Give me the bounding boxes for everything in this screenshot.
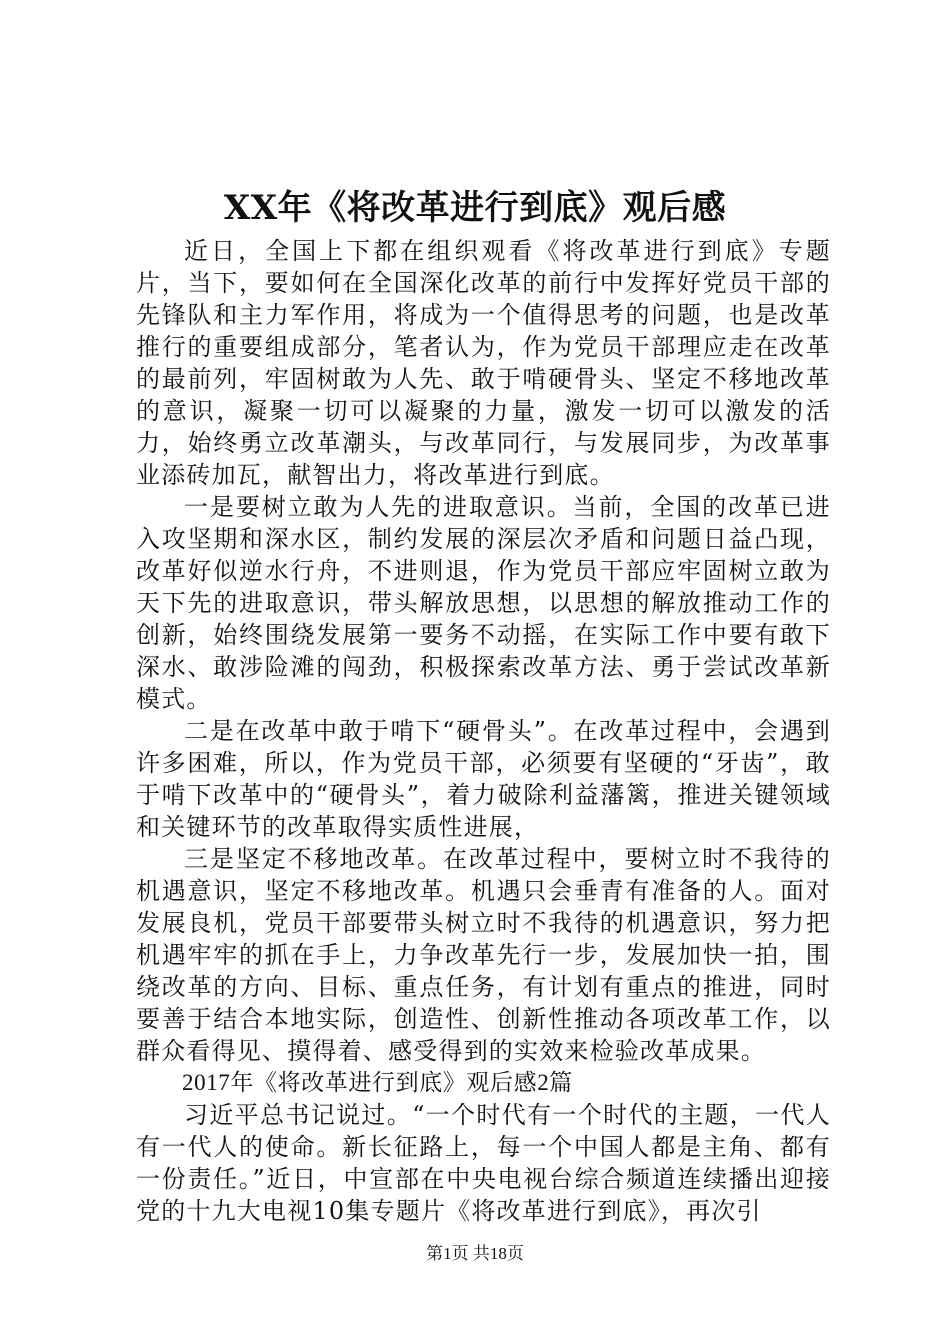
paragraph-point-three: 三是坚定不移地改革。在改革过程中，要树立时不我待的机遇意识，坚定不移地改革。机遇只会垂青有准备的人。面对发展良机，党员干部要带头树立时不我待的机遇意识，努力把机遇牢牢的抓在手上，力争改革先行一步，发展加快一拍，围绕改革的方向、目标、重点任务，有计划有重点的推进，同时要善于结合本地实际，创造性、创新性推动各项改革工作，以群众看得见、摸得着、感受得到的实效来检验改革成果。 bbox=[136, 845, 831, 1065]
document-body bbox=[136, 235, 831, 1227]
paragraph-point-one: 一是要树立敢为人先的进取意识。当前，全国的改革已进入攻坚期和深水区，制约发展的深层次矛盾和问题日益凸现，改革好似逆水行舟，不进则退，作为党员干部应牢固树立敢为天下先的进取意识，带头解放思想，以思想的解放推动工作的创新，始终围绕发展第一要务不动摇，在实际工作中要有敢下深水、敢涉险滩的闯劲，积极探索改革方法、勇于尝试改革新模式。 bbox=[136, 493, 831, 713]
paragraph-second-article: 习近平总书记说过。“一个时代有一个时代的主题，一代人有一代人的使命。新长征路上，每一个中国人都是主角、都有一份责任。”近日，中宣部在中央电视台综合频道连续播出迎接党的十九大电视10集专题片《将改革进行到底》，再次引 bbox=[136, 1101, 831, 1225]
paragraph-intro: 近日，全国上下都在组织观看《将改革进行到底》专题片，当下，要如何在全国深化改革的前行中发挥好党员干部的先锋队和主力军作用，将成为一个值得思考的问题，也是改革推行的重要组成部分，笔者认为，作为党员干部理应走在改革的最前列，牢固树敢为人先、敢于啃硬骨头、坚定不移地改革的意识，凝聚一切可以凝聚的力量，激发一切可以激发的活力，始终勇立改革潮头，与改革同行，与发展同步，为改革事业添砖加瓦，献智出力，将改革进行到底。 bbox=[136, 237, 831, 489]
paragraph-point-two: 二是在改革中敢于啃下“硬骨头”。在改革过程中，会遇到许多困难，所以，作为党员干部，必须要有坚硬的“牙齿”，敢于啃下改革中的“硬骨头”，着力破除利益藩篱，推进关键领域和关键环节的改革取得实质性进展， bbox=[136, 717, 831, 841]
page-number-footer: 第1页 共18页 bbox=[426, 1244, 524, 1263]
document-title: XX年《将改革进行到底》观后感 bbox=[223, 188, 727, 228]
section-subheading: 2017年《将改革进行到底》观后感2篇 bbox=[182, 1070, 573, 1095]
